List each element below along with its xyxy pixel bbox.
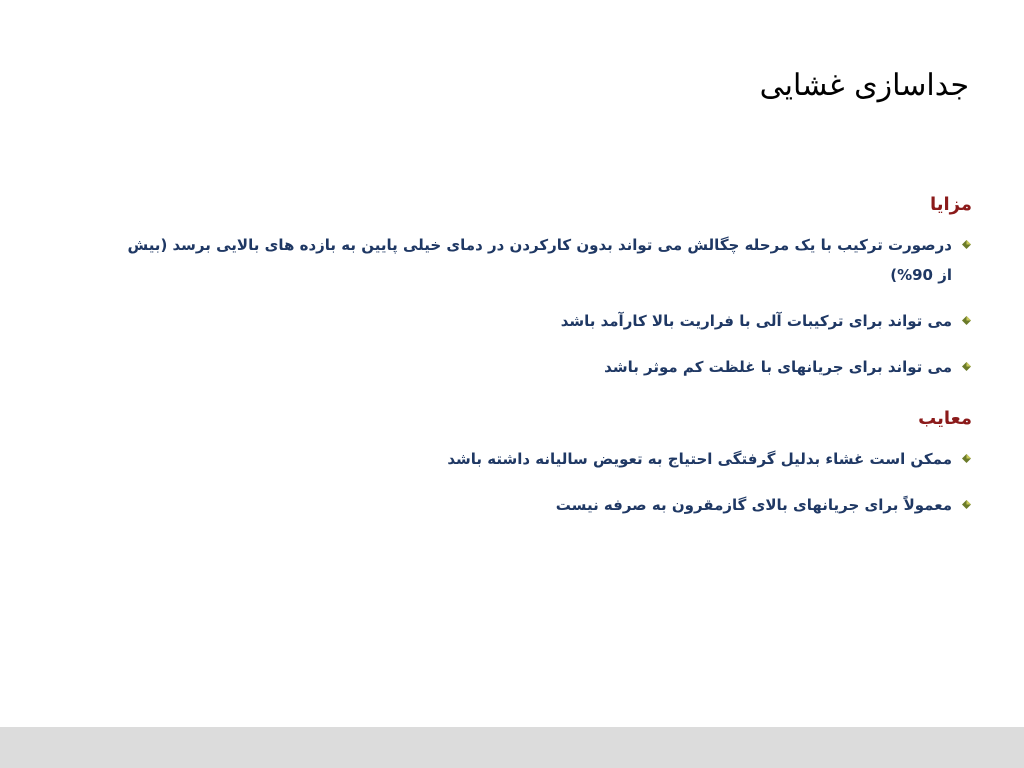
- list-item: [110, 444, 972, 474]
- bullet-text: معمولاً برای جریانهای بالای گازمقرون به صرفه نیست: [555, 496, 952, 514]
- diamond-bullet-icon: [962, 362, 971, 371]
- footer-bar: [0, 727, 1024, 768]
- disadvantages-list: [110, 444, 972, 520]
- diamond-bullet-icon: [962, 316, 971, 325]
- slide-content: [110, 190, 972, 536]
- list-item: [110, 490, 972, 520]
- advantages-heading: مزایا: [929, 194, 972, 215]
- diamond-bullet-icon: [962, 454, 971, 463]
- list-item: [110, 230, 972, 290]
- list-item: [110, 306, 972, 336]
- diamond-bullet-icon: [962, 240, 971, 249]
- advantages-list: [110, 230, 972, 382]
- bullet-text: ممکن است غشاء بدلیل گرفتگی احتیاج به تعویض سالیانه داشته باشد: [447, 450, 952, 468]
- bullet-text: درصورت ترکیب با یک مرحله چگالش می تواند بدون کارکردن در دمای خیلی پایین به بازده های بالایی برسد (بیش از 90%): [127, 236, 952, 284]
- diamond-bullet-icon: [962, 500, 971, 509]
- disadvantages-heading: معایب: [918, 408, 972, 429]
- slide-title: جداسازی غشایی: [759, 68, 969, 103]
- bullet-text: می تواند برای ترکیبات آلی با فراریت بالا کارآمد باشد: [560, 312, 952, 330]
- list-item: [110, 352, 972, 382]
- bullet-text: می تواند برای جریانهای با غلظت کم موثر باشد: [604, 358, 952, 376]
